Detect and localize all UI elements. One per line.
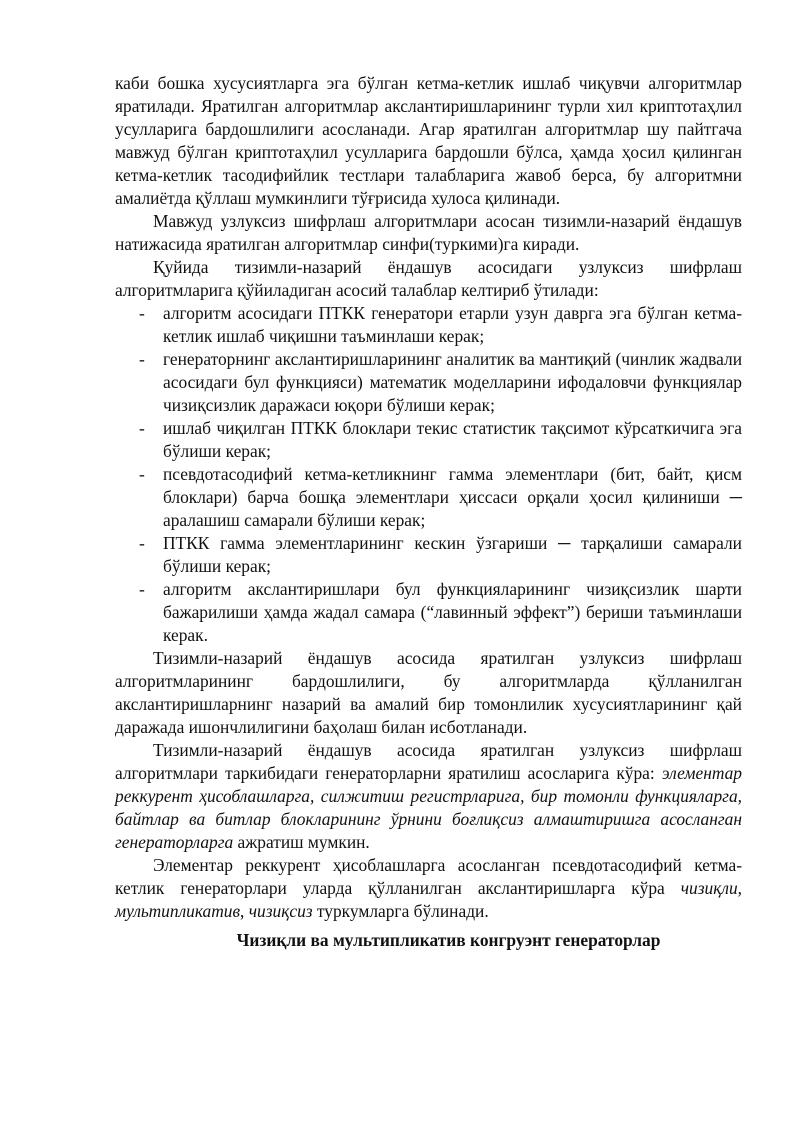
list-item: - алгоритм асосидаги ПТКК генератори етарли узун даврга эга бўлган кетма-кетлик ишлаб чиқишни таъминлаши керак; — [115, 302, 742, 348]
paragraph-6-tail: туркумларга бўлинади. — [312, 901, 489, 921]
list-item: - псевдотасодифий кетма-кетликнинг гамма элементлари (бит, байт, қисм блоклари) барча бошқа элементлари ҳиссаси орқали ҳосил қилиниши ─ аралашиш самарали бўлиши керак; — [115, 463, 742, 532]
comma: , — [240, 901, 249, 921]
list-item: - ПТКК гамма элементларининг кескин ўзгариши ─ тарқалиши самарали бўлиши керак; — [115, 532, 742, 578]
term-multiplicative: мультипликатив — [115, 901, 241, 921]
list-item: - генераторнинг акслантиришларининг аналитик ва мантиқий (чинлик жадвали асосидаги бул функцияси) математик моделларини ифодаловчи функциялар чизиқсизлик даражаси юқори бўлиши керак; — [115, 348, 742, 417]
term-linear: чизиқли — [680, 878, 738, 898]
paragraph-6 — [115, 854, 742, 923]
paragraph-3: Қуйида тизимли-назарий ёндашув асосидаги узлуксиз шифрлаш алгоритмларига қўйиладиган асосий талаблар келтириб ўтилади: — [115, 257, 742, 300]
paragraph-5-lead: Тизимли-назарий ёндашув асосида яратилган узлуксиз шифрлаш алгоритмлари таркибидаги генераторларни яратилиш асосларига кўра: — [115, 740, 742, 783]
list-item: - ишлаб чиқилган ПТКК блоклари текис статистик тақсимот кўрсаткичига эга бўлиши керак; — [115, 417, 742, 463]
paragraph-6-lead: Элементар реккурент ҳисоблашларга асосланган псевдотасодифий кетма-кетлик генераторлари уларда қўлланилган акслантиришларга кўра — [115, 855, 742, 898]
list-item: - алгоритм акслантиришлари бул функцияларининг чизиқсизлик шарти бажарилиши ҳамда жадал самара (“лавинный эффект”) бериши таъминлаши керак. — [115, 578, 742, 647]
paragraph-4: Тизимли-назарий ёндашув асосида яратилган узлуксиз шифрлаш алгоритмларининг бардошлилиги, бу алгоритмларда қўлланилган акслантиришларнинг назарий ва амалий бир томонлилик хусусиятларининг қай даражада ишончлилигини баҳолаш билан исботланади. — [115, 648, 742, 737]
term-nonlinear: чизиқсиз — [248, 901, 313, 921]
paragraph-2: Мавжуд узлуксиз шифрлаш алгоритмлари асосан тизимли-назарий ёндашув натижасида яратилган алгоритмлар синфи(туркими)га киради. — [115, 211, 742, 254]
requirements-list — [115, 302, 742, 647]
section-heading: Чизиқли ва мультипликатив конгруэнт генераторлар — [236, 930, 661, 950]
paragraph-1: каби бошка хусусиятларга эга бўлган кетма-кетлик ишлаб чиқувчи алгоритмлар яратилади. Яратилган алгоритмлар акслантиришларининг турли хил криптотаҳлил усулларига бардошлилиги асосланади. Агар яратилган алгоритмлар шу пайтгача мавжуд бўлган криптотаҳлил усулларига бардошли бўлса, ҳамда ҳосил қилинган кетма-кетлик тасодифийлик тестлари талабларига жавоб берса, бу алгоритмни амалиётда қўллаш мумкинлиги тўғрисида хулоса қилинади. — [115, 73, 742, 208]
paragraph-5 — [115, 739, 742, 854]
paragraph-5-tail: ажратиш мумкин. — [233, 832, 370, 852]
comma: , — [737, 878, 742, 898]
generator-kinds-italic: элементар реккурент ҳисоблашларга, силжитиш регистрларига, бир томонли функцияларга, байтлар ва битлар блокларининг ўрнини боғлиқсиз алмаштиришга асосланган генераторларга — [115, 763, 742, 852]
